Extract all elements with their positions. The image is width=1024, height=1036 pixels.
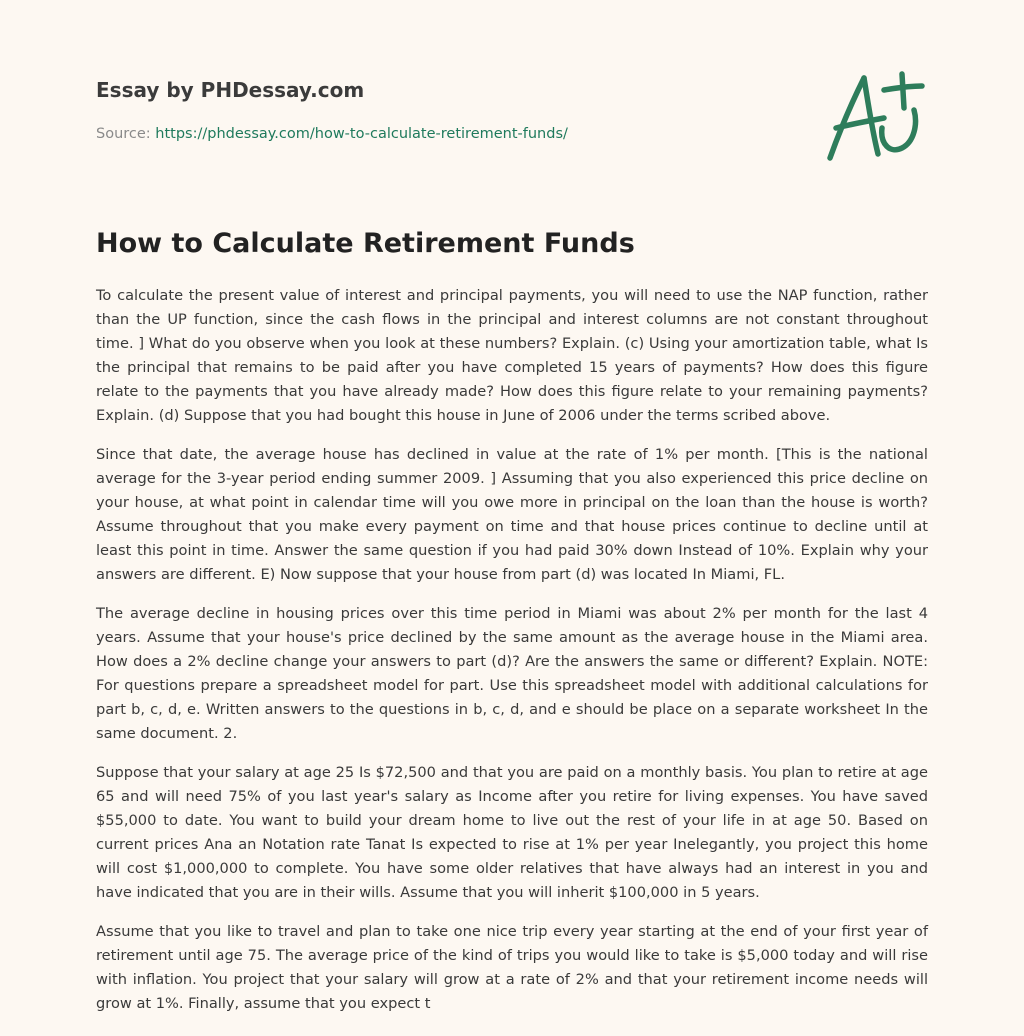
source-label: Source:	[96, 126, 156, 142]
essay-paragraph-5: Assume that you like to travel and plan to take one nice trip every year starting at the end of your first year of retirement until age 75. The average price of the kind of trips you would like to take is $5,000 today and will rise with inflation. You project that your salary will grow at a rate of 2% and that your retirement income needs will grow at 1%. Finally, assume that you expect t	[96, 923, 928, 1012]
essay-paragraph-1: To calculate the present value of interest and principal payments, you will need to use the NAP function, rather than the UP function, since the cash flows in the principal and interest columns are not constant throughout time. ] What do you observe when you look at these numbers? Explain. (c) Using your amortization table, what Is the principal that remains to be paid after you have completed 15 years of payments? How does this figure relate to the payments that you have already made? How does this figure relate to your remaining payments? Explain. (d) Suppose that you had bought this house in June of 2006 under the terms scribed above.	[96, 287, 928, 424]
essay-body	[96, 284, 928, 1031]
essay-paragraph-3: The average decline in housing prices over this time period in Miami was about 2% per month for the last 4 years. Assume that your house's price declined by the same amount as the average house in the Miami area. How does a 2% decline change your answers to part (d)? Are the answers the same or different? Explain. NOTE: For questions prepare a spreadsheet model for part. Use this spreadsheet model with additional calculations for part b, c, d, e. Written answers to the questions in b, c, d, and e should be place on a separate worksheet In the same document. 2.	[96, 605, 928, 742]
a-plus-logo	[822, 68, 928, 164]
essay-paragraph-2: Since that date, the average house has declined in value at the rate of 1% per month. [This is the national average for the 3-year period ending summer 2009. ] Assuming that you also experienced this price decline on your house, at what point in calendar time will you owe more in principal on the loan than the house is worth? Assume throughout that you make every payment on time and that house prices continue to decline until at least this point in time. Answer the same question if you had paid 30% down Instead of 10%. Explain why your answers are different. E) Now suppose that your house from part (d) was located In Miami, FL.	[96, 446, 928, 583]
page-header	[96, 76, 928, 176]
site-title[interactable]: Essay by PHDessay.com	[96, 78, 365, 102]
source-link[interactable]: https://phdessay.com/how-to-calculate-retirement-funds/	[155, 126, 568, 142]
essay-paragraph-4: Suppose that your salary at age 25 Is $72,500 and that you are paid on a monthly basis. You plan to retire at age 65 and will need 75% of you last year's salary as Income after you retire for living expenses. You have saved $55,000 to date. You want to build your dream home to live out the rest of your life in at age 50. Based on current prices Ana an Notation rate Tanat Is expected to rise at 1% per year Inelegantly, you project this home will cost $1,000,000 to complete. You have some older relatives that have always had an interest in you and have indicated that you are in their wills. Assume that you will inherit $100,000 in 5 years.	[96, 764, 928, 901]
source-line	[96, 124, 568, 144]
essay-title: How to Calculate Retirement Funds	[96, 228, 635, 259]
